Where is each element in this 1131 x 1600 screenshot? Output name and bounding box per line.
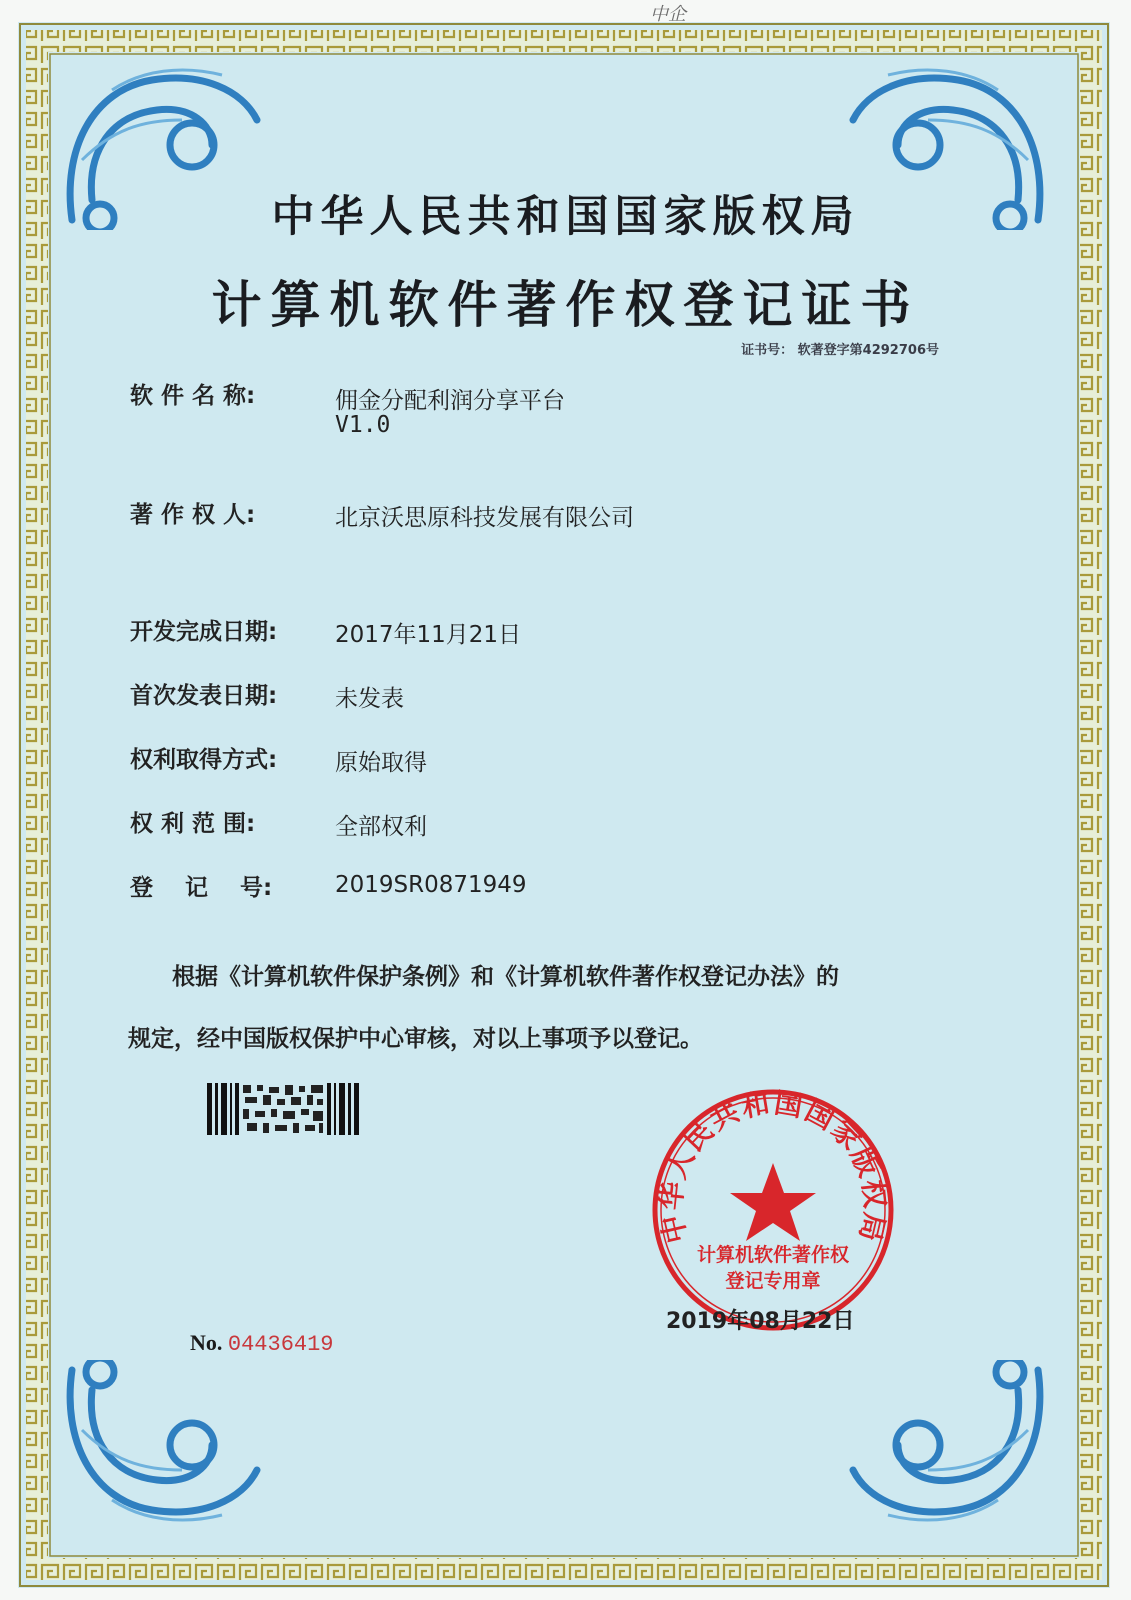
copyright-owner-label: 著 作 权 人: xyxy=(130,502,256,528)
serial-digits: 04436419 xyxy=(227,1332,334,1357)
software-name-label: 软 件 名 称: xyxy=(130,383,256,409)
rights-scope-label: 权 利 范 围: xyxy=(130,811,256,837)
rights-acquisition-label: 权利取得方式: xyxy=(130,747,278,773)
development-date-value: 2017年11月21日 xyxy=(335,622,522,648)
statement-line-2: 规定，经中国版权保护中心审核，对以上事项予以登记。 xyxy=(128,1026,703,1052)
certificate-number: 证书号： 软著登字第4292706号 xyxy=(741,343,939,358)
issuer-heading: 中华人民共和国国家版权局 xyxy=(271,192,860,242)
serial-prefix: No. xyxy=(190,1330,223,1355)
corner-ornament-bottom-left xyxy=(52,1360,272,1540)
first-publication-label: 首次发表日期: xyxy=(130,683,278,709)
official-seal xyxy=(648,1085,898,1335)
barcode xyxy=(207,1083,359,1135)
corner-ornament-bottom-right xyxy=(838,1360,1058,1540)
software-version-value: V1.0 xyxy=(335,412,391,438)
document-title: 计算机软件著作权登记证书 xyxy=(211,276,920,334)
seal-inner-line-1: 计算机软件著作权 xyxy=(696,1244,850,1266)
serial-number xyxy=(190,1330,334,1357)
handwritten-note: 中企 xyxy=(650,4,686,25)
registration-number-value: 2019SR0871949 xyxy=(335,872,527,898)
rights-acquisition-value: 原始取得 xyxy=(335,750,427,776)
rights-scope-value: 全部权利 xyxy=(335,814,427,840)
issue-date: 2019年08月22日 xyxy=(666,1309,855,1334)
registration-number-label: 登 记 号: xyxy=(130,875,273,901)
first-publication-value: 未发表 xyxy=(335,686,404,712)
seal-inner-line-2: 登记专用章 xyxy=(725,1270,821,1292)
seal-outer-text: 中华人民共和国国家版权局 xyxy=(654,1086,892,1247)
copyright-owner-value: 北京沃思原科技发展有限公司 xyxy=(335,505,634,531)
statement-line-1: 根据《计算机软件保护条例》和《计算机软件著作权登记办法》的 xyxy=(172,964,839,990)
software-name-value: 佣金分配利润分享平台 xyxy=(335,388,565,414)
development-date-label: 开发完成日期: xyxy=(130,619,278,645)
